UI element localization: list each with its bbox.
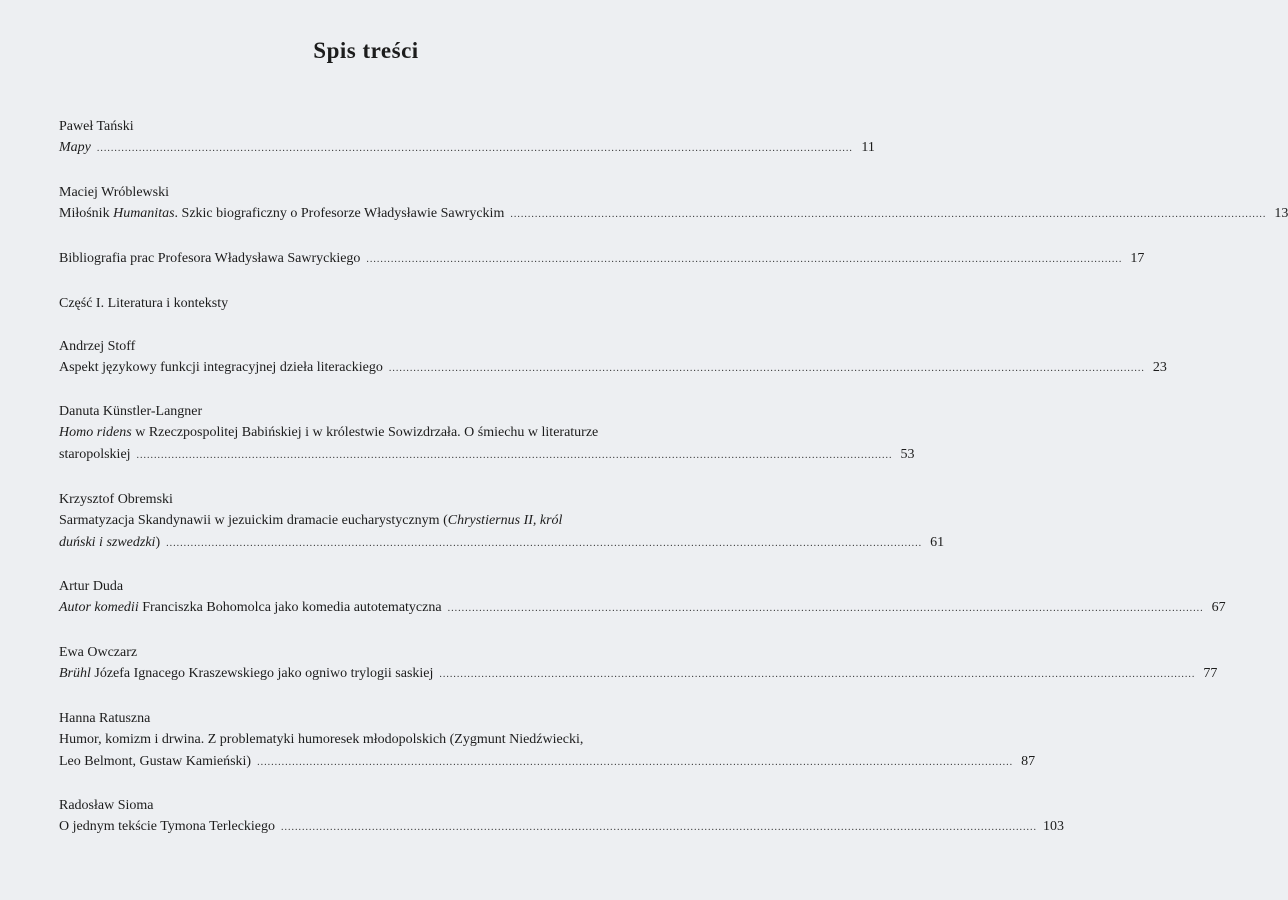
entry-author: Maciej Wróblewski (59, 185, 169, 200)
entry-page: 11 (861, 140, 875, 155)
dot-leader: ........................................................................................................................................................................................................................ (447, 603, 1204, 614)
toc-entry (59, 577, 1226, 619)
entry-title: Aspekt językowy funkcji integracyjnej dzieła literackiego (59, 360, 383, 375)
page-title: Spis treści (313, 38, 419, 63)
dot-leader: ........................................................................................................................................................................................................................ (136, 450, 893, 461)
entry-title-line (59, 532, 945, 554)
title-part-italic: Chrystiernus II, król (447, 513, 563, 528)
section-heading: Część I. Literatura i konteksty (59, 296, 229, 311)
entry-title: Humor, komizm i drwina. Z problematyki humoresek młodopolskich (Zygmunt Niedźwiecki, (59, 732, 584, 747)
entry-page: 61 (930, 535, 945, 550)
toc-entry (59, 117, 875, 159)
title-part-italic: Humanitas (113, 206, 175, 221)
title-part-italic: Homo ridens (59, 425, 132, 440)
title-part: Sarmatyzacja Skandynawii w jezuickim dramacie eucharystycznym ( (59, 513, 448, 528)
title-part: staropolskiej (59, 447, 131, 462)
entry-page: 13 (1274, 206, 1288, 221)
toc-entry (59, 796, 1065, 838)
title-part-italic: Autor komedii (59, 600, 139, 615)
entry-page: 23 (1152, 360, 1167, 375)
entry-author: Andrzej Stoff (59, 339, 136, 354)
title-part: ) (155, 535, 161, 550)
toc-entry (59, 248, 1145, 270)
entry-title-line (59, 816, 1065, 838)
entry-page: 67 (1211, 600, 1226, 615)
title-part-italic: Brühl (59, 666, 91, 681)
entry-title-line (59, 663, 1218, 685)
entry-page: 77 (1203, 666, 1218, 681)
entry-title (59, 663, 433, 685)
entry-page: 53 (900, 447, 915, 462)
entry-title (59, 597, 442, 619)
toc-entry (59, 490, 945, 554)
entry-title: Bibliografia prac Profesora Władysława Sawryckiego (59, 251, 361, 266)
entry-author: Artur Duda (59, 579, 124, 594)
entry-title: Mapy (59, 140, 91, 155)
entry-title-line (59, 137, 875, 159)
entry-author: Radosław Sioma (59, 798, 154, 813)
entry-page: 87 (1021, 754, 1036, 769)
dot-leader: ........................................................................................................................................................................................................................ (281, 822, 1038, 833)
dot-leader: ........................................................................................................................................................................................................................ (510, 209, 1267, 220)
entry-title (59, 510, 680, 532)
entry-title (59, 203, 504, 225)
title-part: Leo Belmont, Gustaw Kamieński) (59, 754, 252, 769)
toc-entry (59, 183, 1288, 225)
title-part: . Szkic biograficzny o Profesorze Władysławie Sawryckim (174, 206, 505, 221)
toc-entry (59, 402, 915, 466)
entry-title (59, 422, 680, 444)
dot-leader: ........................................................................................................................................................................................................................ (166, 538, 923, 549)
dot-leader: ........................................................................................................................................................................................................................ (388, 363, 1145, 374)
title-part: Miłośnik (59, 206, 114, 221)
entry-title: O jednym tekście Tymona Terleckiego (59, 819, 276, 834)
toc-entry (59, 643, 1218, 685)
entry-author: Ewa Owczarz (59, 645, 138, 660)
entry-page: 103 (1043, 819, 1065, 834)
entry-page: 17 (1130, 251, 1145, 266)
title-part: Franciszka Bohomolca jako komedia autotematyczna (138, 600, 442, 615)
toc-entry (59, 709, 1036, 773)
entry-title-line (59, 751, 1036, 773)
dot-leader: ........................................................................................................................................................................................................................ (96, 143, 853, 154)
toc-entry (59, 337, 1167, 379)
dot-leader: ........................................................................................................................................................................................................................ (439, 669, 1196, 680)
title-part: w Rzeczpospolitej Babińskiej i w królestwie Sowizdrzała. O śmiechu w literaturze (131, 425, 599, 440)
dot-leader: ........................................................................................................................................................................................................................ (366, 254, 1123, 265)
entry-title-line (59, 357, 1167, 379)
entry-title-line (59, 597, 1226, 619)
entry-author: Hanna Ratuszna (59, 711, 151, 726)
entry-title-line (59, 444, 915, 466)
title-part: Józefa Ignacego Kraszewskiego jako ogniwo trylogii saskiej (90, 666, 434, 681)
entry-author: Paweł Tański (59, 119, 134, 134)
entry-title-line (59, 248, 1145, 270)
entry-author: Krzysztof Obremski (59, 492, 173, 507)
dot-leader: ........................................................................................................................................................................................................................ (257, 757, 1014, 768)
entry-author: Danuta Künstler-Langner (59, 404, 203, 419)
title-part-italic: duński i szwedzki (59, 535, 156, 550)
entry-title-line (59, 203, 1288, 225)
